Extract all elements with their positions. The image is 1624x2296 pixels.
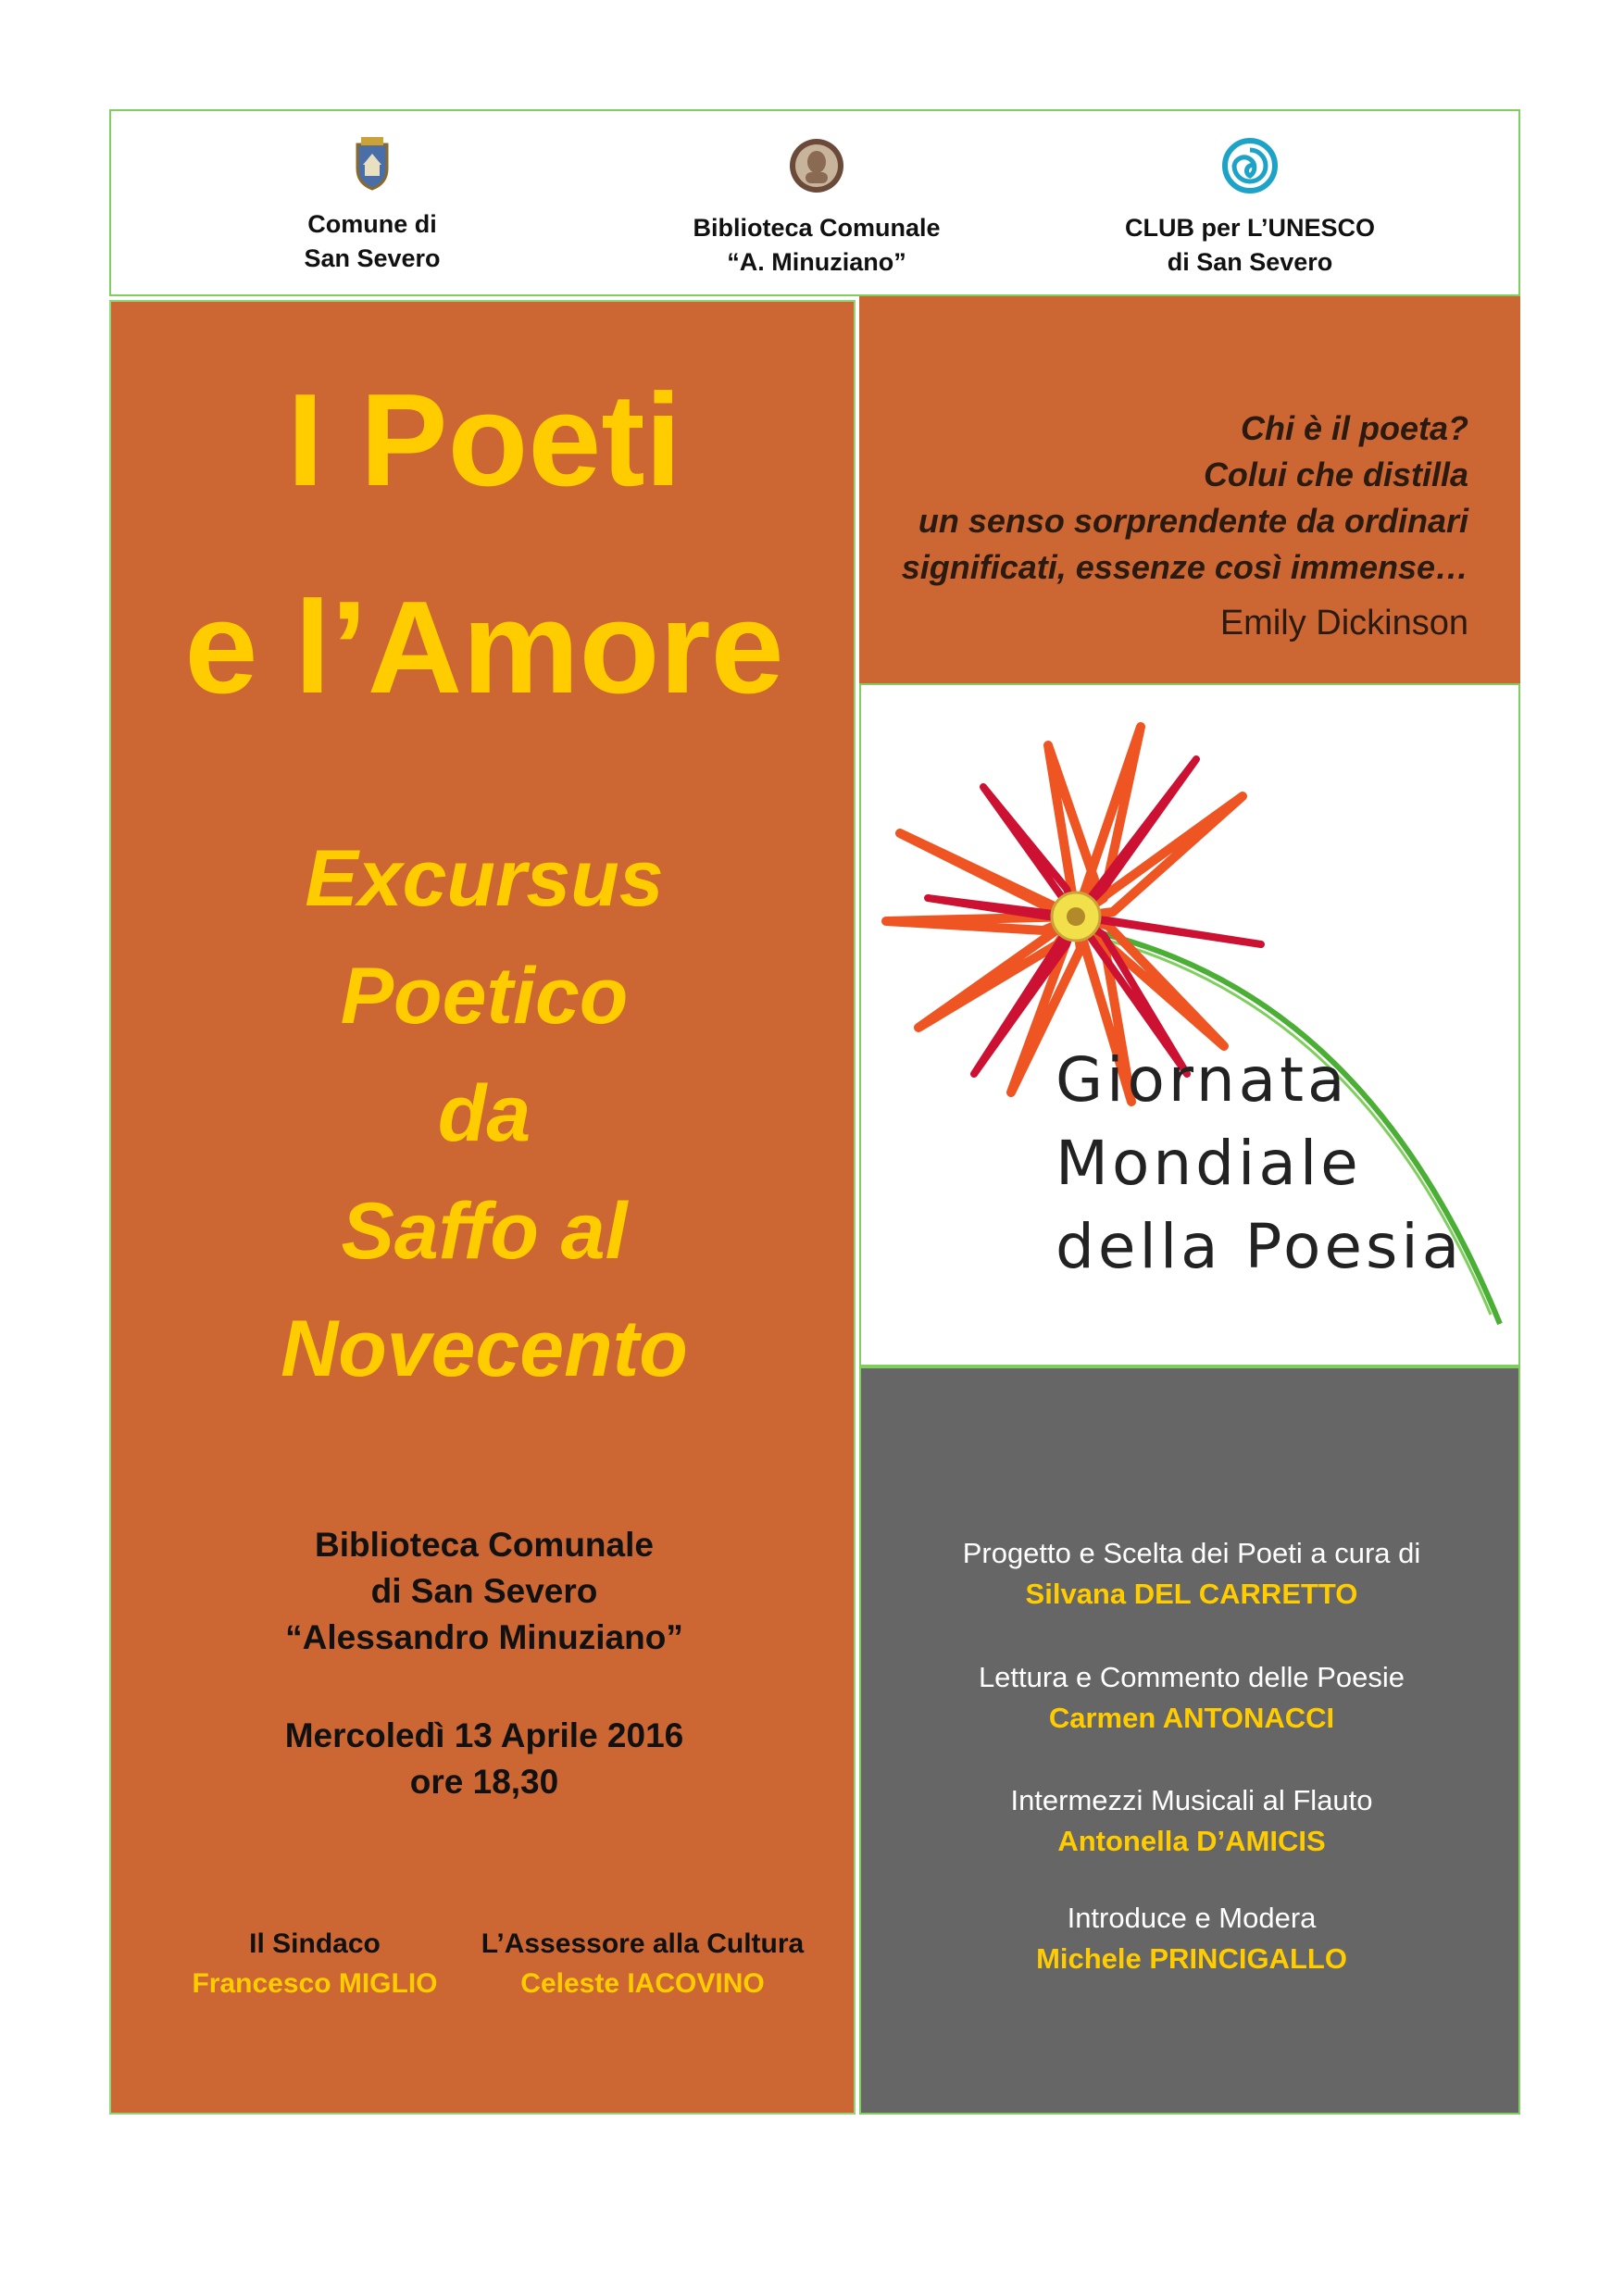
org-biblioteca (622, 137, 1011, 280)
quote-author: Emily Dickinson (1219, 604, 1468, 643)
credit-role: Intermezzi Musicali al Flauto (1010, 1784, 1373, 1816)
credit-role: Lettura e Commento delle Poesie (978, 1661, 1405, 1693)
header-bar (109, 109, 1520, 296)
emblem-line: Mondiale (1056, 1128, 1362, 1199)
library-seal-icon (788, 137, 845, 194)
emblem-line: della Poesia (1056, 1211, 1464, 1282)
poetry-day-emblem (859, 683, 1520, 1366)
event-date: Mercoledì 13 Aprile 2016 (284, 1716, 684, 1754)
subtitle-line: Novecento (281, 1304, 688, 1393)
org-comune (178, 137, 567, 276)
subtitle-line: Excursus (305, 834, 664, 923)
credit-name: Antonella D’AMICIS (1057, 1825, 1326, 1857)
venue-line: di San Severo (370, 1572, 598, 1610)
org-name: Comune di San Severo (304, 210, 441, 272)
credit-role: Progetto e Scelta dei Poeti a cura di (962, 1537, 1421, 1569)
event-time: ore 18,30 (409, 1763, 559, 1801)
title-line-2: e l’Amore (184, 574, 784, 721)
credit-name: Silvana DEL CARRETTO (1025, 1578, 1358, 1610)
credits-panel (859, 1366, 1520, 2115)
quote-panel (859, 296, 1520, 683)
credit-item (861, 1780, 1522, 1862)
credit-name: Michele PRINCIGALLO (1036, 1942, 1347, 1975)
signatory-name: Celeste IACOVINO (520, 1968, 765, 1999)
title-line-1: I Poeti (286, 367, 682, 514)
credit-item (861, 1898, 1522, 1979)
quote-line: significati, essenze così immense… (901, 548, 1468, 586)
unesco-spiral-icon (1221, 137, 1279, 194)
credit-name: Carmen ANTONACCI (1048, 1702, 1335, 1734)
subtitle-line: Saffo al (341, 1187, 628, 1276)
subtitle-line: Poetico (340, 952, 629, 1041)
credit-item (861, 1533, 1522, 1615)
venue-line: Biblioteca Comunale (315, 1526, 654, 1564)
credit-role: Introduce e Modera (1067, 1902, 1317, 1934)
subtitle-line: da (437, 1069, 531, 1158)
coat-of-arms-icon (352, 137, 393, 191)
quote-line: Chi è il poeta? (1240, 409, 1468, 447)
signatory-mayor (139, 1924, 491, 2003)
signatory-role: L’Assessore alla Cultura (481, 1928, 805, 1959)
org-name: CLUB per L’UNESCO di San Severo (1124, 214, 1376, 276)
quote-text (902, 406, 1468, 591)
signatory-role: Il Sindaco (249, 1928, 381, 1959)
quote-line: un senso sorprendente da ordinari (918, 502, 1468, 540)
signatory-name: Francesco MIGLIO (192, 1968, 438, 1999)
signatory-assessor (467, 1924, 818, 2003)
credit-item (861, 1657, 1522, 1739)
emblem-line: Giornata (1056, 1044, 1349, 1116)
venue-line: “Alessandro Minuziano” (285, 1618, 683, 1656)
quote-line: Colui che distilla (1203, 455, 1468, 493)
org-unesco-club (1056, 137, 1444, 280)
main-panel (109, 300, 856, 2115)
org-name: Biblioteca Comunale “A. Minuziano” (693, 214, 941, 276)
